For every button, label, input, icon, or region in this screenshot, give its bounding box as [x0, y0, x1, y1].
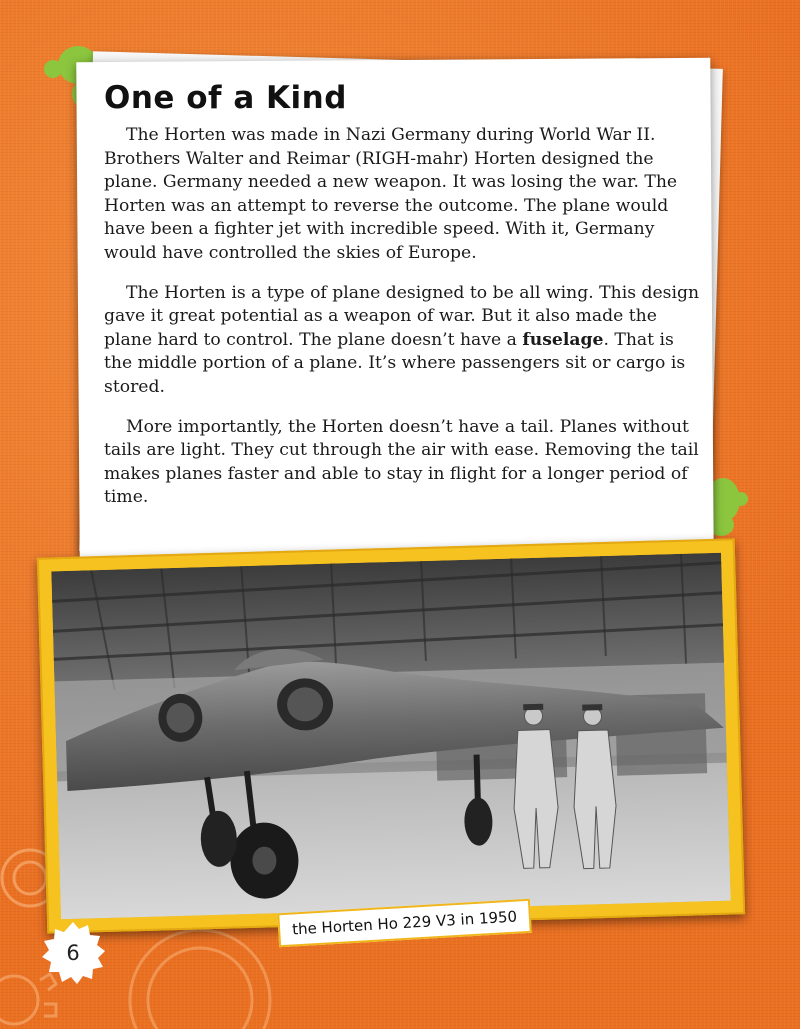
paragraph-2 [104, 282, 700, 400]
photo-frame [37, 538, 745, 933]
page-number: 6 [66, 941, 80, 965]
horten-plane-photo [51, 553, 730, 920]
paragraph-2-end: . That is the middle portion of a plane. It’s where passengers sit or cargo is stored. [104, 329, 686, 397]
glossary-term: fuselage [522, 329, 604, 350]
green-blob-decoration [734, 492, 748, 506]
paragraph-3: More importantly, the Horten doesn’t have a tail. Planes without tails are light. They cut through the air with ease. Removing the tail makes planes faster and able to stay in flight for a longer period of time. [104, 416, 699, 508]
paragraph-1: The Horten was made in Nazi Germany during World War II. Brothers Walter and Reimar (RIGH-mahr) Horten designed the plane. Germany needed a new weapon. It was losing the war. The Horten was an attempt to reverse the outcome. The plane would have been a fighter jet with incredible speed. With it, Germany would have controlled the skies of Europe. [104, 125, 678, 263]
photo-caption: the Horten Ho 229 V3 in 1950 [277, 899, 532, 948]
body-text [104, 124, 700, 526]
section-title: One of a Kind [104, 80, 347, 116]
green-blob-decoration [44, 60, 62, 78]
paragraph-2-start: The Horten is a type of plane designed to be all wing. This design gave it great potential as a weapon of war. But it also made the plane hard to control. The plane doesn’t have a [104, 282, 700, 350]
